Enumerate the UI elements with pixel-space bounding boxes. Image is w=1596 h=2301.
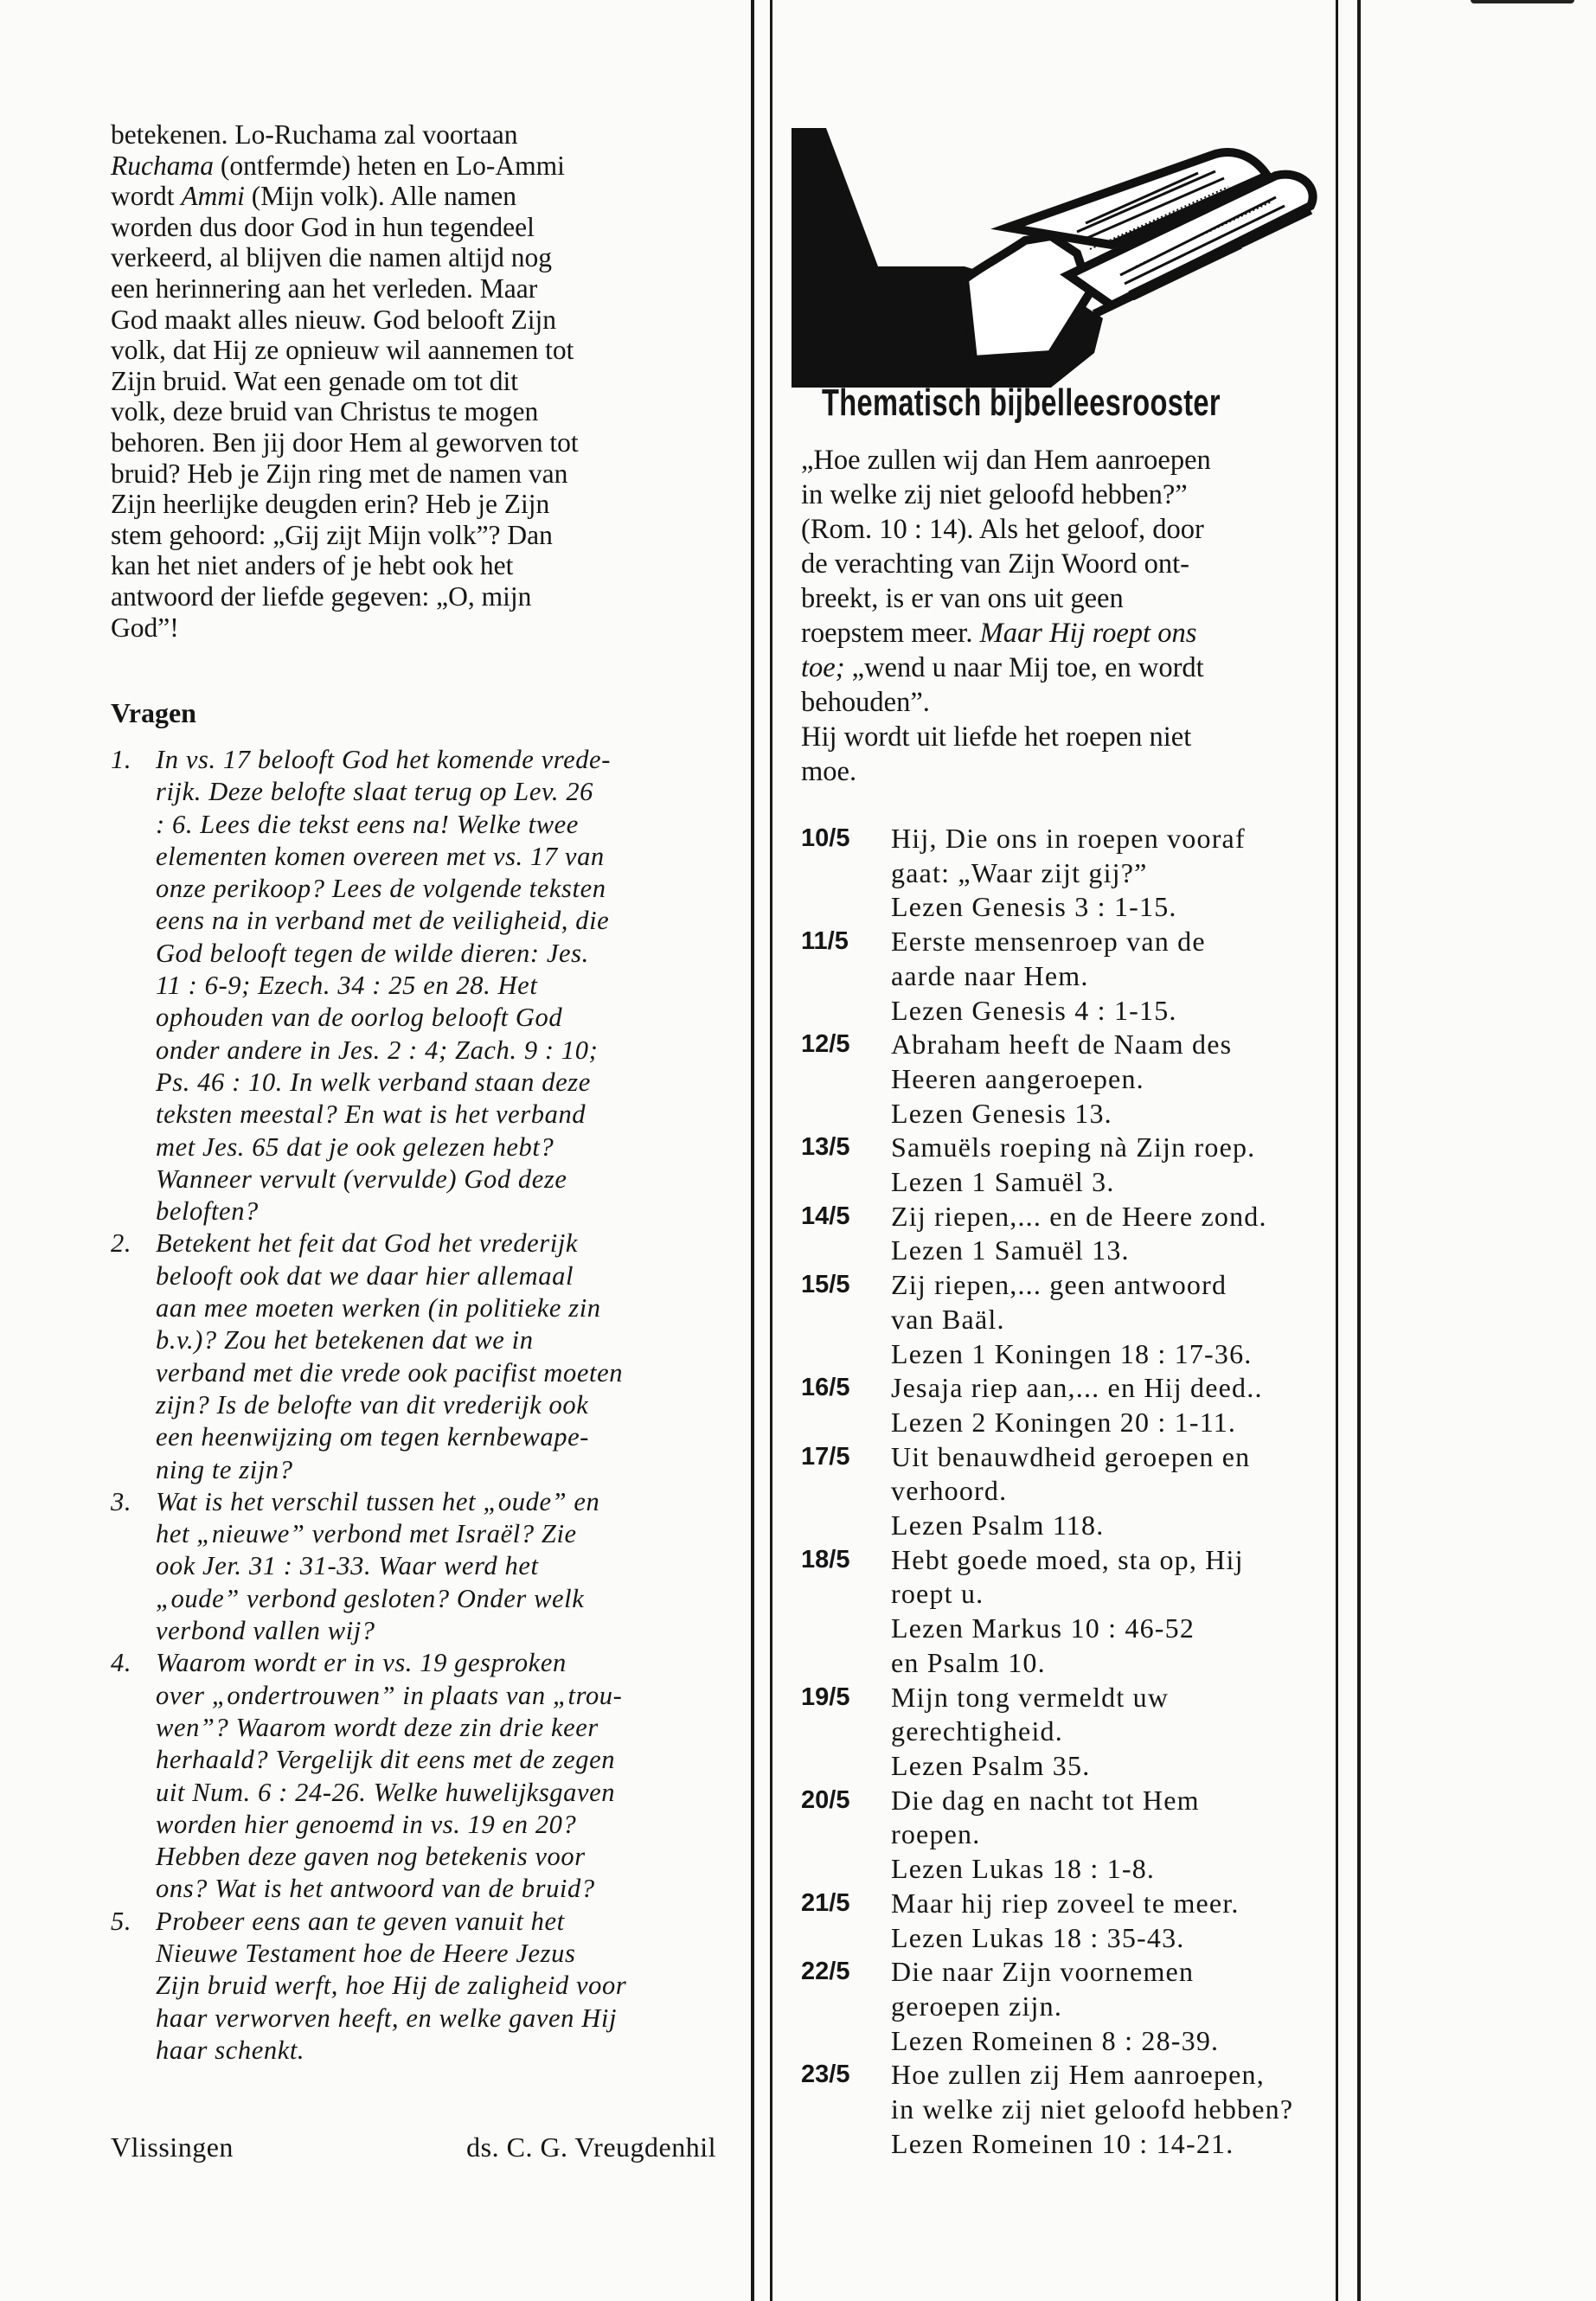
box-border-right-outer [1357,0,1361,2301]
question-line: wen”? Waarom wordt deze zin drie keer [156,1712,599,1742]
text-segment: in welke zij niet geloofd hebben?” [801,479,1188,510]
question-line: rijk. Deze belofte slaat terug op Lev. 26 [156,777,594,807]
schedule-line: Maar hij riep zoveel te meer. [891,1887,1240,1919]
question-line: worden hier genoemd in vs. 19 en 20? [156,1809,577,1839]
questions-heading: Vragen [111,697,196,728]
text-segment: behoren. Ben jij door Hem al geworven tot [111,426,579,458]
question-line: haar schenkt. [156,2035,305,2065]
text-segment: volk, deze bruid van Christus te mogen [111,396,539,427]
schedule-line: Lezen 2 Koningen 20 : 1-11. [891,1406,1237,1438]
schedule-line: Mijn tong vermeldt uw [891,1681,1170,1713]
schedule-line: van Baäl. [891,1303,1005,1335]
schedule-date: 23/5 [801,2061,850,2089]
question-line: ophouden van de oorlog belooft God [156,1003,563,1033]
question-line: Zijn bruid werft, hoe Hij de zaligheid voor [156,1971,627,2001]
question-line: verbond vallen wij? [156,1616,375,1646]
text-segment: „Hoe zullen wij dan Hem aanroepen [801,445,1211,476]
schedule-line: Hoe zullen zij Hem aanroepen, [891,2059,1265,2091]
schedule-entry [801,1268,1293,1371]
schedule-line: Hebt goede moed, sta op, Hij [891,1543,1244,1575]
text-line [111,581,579,612]
schedule-line: Lezen Genesis 13. [891,1097,1112,1129]
question-item [111,1647,626,1905]
schedule-date: 19/5 [801,1682,850,1711]
signature-place: Vlissingen [111,2131,234,2163]
hand-holding-bible-icon [792,128,1324,394]
text-line [111,242,579,273]
text-segment: antwoord der liefde gegeven: „O, mijn [111,580,532,612]
question-line: onder andere in Jes. 2 : 4; Zach. 9 : 10; [156,1035,599,1065]
question-line: uit Num. 6 : 24-26. Welke huwelijksgaven [156,1777,616,1807]
schedule-line: Die dag en nacht tot Hem [891,1784,1200,1816]
schedule-line: en Psalm 10. [891,1646,1046,1678]
text-line [801,616,1211,651]
schedule-entry [801,1784,1293,1887]
italic-text: toe; [801,652,845,683]
text-line [111,612,579,644]
question-line: : 6. Lees die tekst eens na! Welke twee [156,809,579,839]
schedule-date: 22/5 [801,1958,850,1986]
italic-text: Ruchama [111,150,214,181]
question-line: ons? Wat is het antwoord van de bruid? [156,1874,595,1904]
text-segment: „wend u naar Mij toe, en wordt [844,652,1204,683]
schedule-line: Lezen Psalm 35. [891,1749,1091,1781]
text-line [801,443,1211,478]
schedule-line: verhoord. [891,1475,1008,1507]
box-border-right-inner [1336,0,1338,2301]
question-line: Betekent het feit dat God het vrederijk [156,1228,579,1259]
schedule-line: gaat: „Waar zijt gij?” [891,856,1148,888]
schedule-line: geroepen zijn. [891,1990,1063,2022]
schedule-entry [801,1028,1293,1131]
question-item [111,1486,626,1647]
text-segment: kan het niet anders of je hebt ook het [111,550,514,581]
schedule-entry [801,1131,1293,1199]
schedule-entry [801,822,1293,925]
schedule-line: aarde naar Hem. [891,959,1089,991]
italic-text: Maar Hij roept ons [979,618,1197,649]
question-line: herhaald? Vergelijk dit eens met de zegen [156,1745,616,1775]
question-line: het „nieuwe” verbond met Israël? Zie [156,1519,577,1549]
text-segment: verkeerd, al blijven die namen altijd nog [111,242,552,273]
question-line: God belooft tegen de wilde dieren: Jes. [156,938,589,968]
question-line: verband met die vrede ook pacifist moeten [156,1357,624,1388]
schedule-line: Abraham heeft de Naam des [891,1029,1233,1061]
questions-list [111,744,626,2067]
text-segment: Hij wordt uit liefde het roepen niet [801,721,1192,753]
text-line [111,489,579,520]
schedule-date: 13/5 [801,1133,850,1162]
question-item [111,1906,626,2067]
schedule-date: 17/5 [801,1442,850,1471]
text-line [801,754,1211,789]
question-line: 11 : 6-9; Ezech. 34 : 25 en 28. Het [156,971,538,1001]
schedule-date: 15/5 [801,1271,850,1299]
schedule-line: Lezen Markus 10 : 46-52 [891,1612,1195,1644]
text-line [801,512,1211,547]
text-line [801,685,1211,720]
question-line: Wat is het verschil tussen het „oude” en [156,1486,600,1516]
schedule-entry [801,1200,1293,1268]
text-segment: (Rom. 10 : 14). Als het geloof, door [801,514,1204,545]
schedule-title: Thematisch bijbelleesrooster [822,381,1221,424]
text-line [111,273,579,304]
schedule-line: Eerste mensenroep van de [891,926,1206,958]
question-line: belooft ook dat we daar hier allemaal [156,1260,574,1291]
schedule-entry [801,1440,1293,1543]
text-segment: bruid? Heb je Zijn ring met de namen van [111,458,568,489]
schedule-line: Lezen 1 Samuël 3. [891,1166,1115,1198]
question-line: Wanneer vervult (vervulde) God deze [156,1163,567,1194]
text-line [111,335,579,366]
text-segment: Zijn heerlijke deugden erin? Heb je Zijn [111,489,550,520]
text-segment: volk, dat Hij ze opnieuw wil aannemen tot [111,335,574,366]
schedule-line: Lezen Psalm 118. [891,1509,1105,1541]
text-line [111,520,579,551]
text-line [111,119,579,151]
text-line [801,478,1211,512]
schedule-date: 10/5 [801,824,850,852]
question-line: onze perikoop? Lees de volgende teksten [156,874,606,904]
question-line: Nieuwe Testament hoe de Heere Jezus [156,1938,576,1968]
question-line: zijn? Is de belofte van dit vrederijk ook [156,1389,589,1420]
schedule-date: 18/5 [801,1545,850,1574]
schedule-line: roepen. [891,1818,981,1850]
text-segment: roepstem meer. [801,618,980,649]
text-line [111,181,579,212]
question-line: met Jes. 65 dat je ook gelezen hebt? [156,1131,554,1162]
question-line: Ps. 46 : 10. In welk verband staan deze [156,1067,591,1097]
question-line: over „ondertrouwen” in plaats van „trou- [156,1680,623,1710]
article-paragraph [111,119,579,643]
text-line [111,366,579,397]
schedule-line: Lezen Lukas 18 : 35-43. [891,1921,1185,1953]
reading-schedule [801,822,1293,2161]
question-line: eens na in verband met de veiligheid, die [156,906,610,936]
text-segment: de verachting van Zijn Woord ont- [801,548,1189,580]
question-line: b.v.)? Zou het betekenen dat we in [156,1325,534,1356]
text-segment: een herinnering aan het verleden. Maar [111,272,538,304]
question-line: beloften? [156,1196,259,1227]
schedule-date: 14/5 [801,1202,850,1230]
text-line [111,458,579,490]
schedule-entry [801,1887,1293,1955]
schedule-date: 20/5 [801,1785,850,1814]
italic-text: Ammi [181,181,245,212]
question-line: ook Jer. 31 : 31-33. Waar werd het [156,1551,539,1581]
text-line [111,427,579,458]
text-segment: God maakt alles nieuw. God belooft Zijn [111,304,556,335]
question-line: In vs. 17 belooft God het komende vrede- [156,745,611,774]
schedule-intro [801,443,1211,789]
text-line [111,304,579,336]
schedule-line: roept u. [891,1578,984,1610]
schedule-line: Lezen Genesis 4 : 1-15. [891,994,1177,1026]
schedule-date: 21/5 [801,1888,850,1917]
schedule-entry [801,1955,1293,2058]
schedule-entry [801,2058,1293,2161]
question-line: aan mee moeten werken (in politieke zin [156,1293,601,1324]
schedule-entry [801,1543,1293,1681]
page-edge-mark [1471,0,1574,3]
text-line [801,651,1211,685]
question-line: een heenwijzing om tegen kernbewape- [156,1422,589,1452]
schedule-line: Jesaja riep aan,... en Hij deed.. [891,1372,1263,1404]
question-number: 5. [111,1906,132,1936]
text-segment: Zijn bruid. Wat een genade om tot dit [111,365,519,396]
text-line [111,396,579,427]
text-line [801,720,1211,754]
text-line [801,547,1211,581]
text-segment: (ontfermde) heten en Lo-Ammi [213,150,565,181]
question-line: „oude” verbond gesloten? Onder welk [156,1583,585,1613]
text-segment: God”! [111,612,179,643]
schedule-line: Die naar Zijn voornemen [891,1956,1195,1988]
text-segment: wordt [111,181,182,212]
signature [111,2130,716,2164]
schedule-line: gerechtigheid. [891,1715,1063,1747]
schedule-line: Lezen Lukas 18 : 1-8. [891,1853,1156,1885]
schedule-line: in welke zij niet geloofd hebben? [891,2093,1294,2125]
schedule-line: Zij riepen,... en de Heere zond. [891,1200,1267,1232]
box-border-left-inner [770,0,772,2301]
text-line [801,581,1211,616]
schedule-line: Uit benauwdheid geroepen en [891,1440,1251,1472]
text-segment: breekt, is er van ons uit geen [801,583,1124,614]
question-item [111,1227,626,1485]
text-line [111,151,579,182]
schedule-date: 11/5 [801,927,849,956]
text-line [111,212,579,243]
schedule-entry [801,925,1293,1028]
question-item [111,744,626,1227]
schedule-line: Lezen Romeinen 10 : 14-21. [891,2127,1234,2159]
schedule-line: Lezen Genesis 3 : 1-15. [891,891,1177,923]
question-number: 1. [111,745,132,774]
text-segment: worden dus door God in hun tegendeel [111,211,535,242]
question-number: 2. [111,1228,132,1259]
question-line: Hebben deze gaven nog betekenis voor [156,1842,586,1872]
schedule-date: 12/5 [801,1030,850,1059]
question-line: elementen komen overeen met vs. 17 van [156,841,605,871]
schedule-line: Samuëls roeping nà Zijn roep. [891,1131,1256,1163]
schedule-line: Heeren aangeroepen. [891,1062,1144,1094]
schedule-line: Lezen 1 Koningen 18 : 17-36. [891,1337,1253,1369]
schedule-entry [801,1371,1293,1439]
text-segment: (Mijn volk). Alle namen [244,181,516,212]
text-line [111,550,579,581]
schedule-line: Lezen 1 Samuël 13. [891,1234,1130,1266]
schedule-line: Lezen Romeinen 8 : 28-39. [891,2024,1220,2056]
schedule-line: Zij riepen,... geen antwoord [891,1269,1227,1301]
question-line: ning te zijn? [156,1454,293,1484]
schedule-entry [801,1681,1293,1784]
question-line: haar verworven heeft, en welke gaven Hij [156,2003,618,2033]
box-border-left-outer [751,0,754,2301]
question-number: 4. [111,1648,132,1678]
schedule-date: 16/5 [801,1374,850,1402]
question-line: teksten meestal? En wat is het verband [156,1099,586,1130]
question-number: 3. [111,1486,132,1516]
question-line: Waarom wordt er in vs. 19 gesproken [156,1648,567,1678]
signature-author: ds. C. G. Vreugdenhil [466,2131,716,2163]
text-segment: betekenen. Lo-Ruchama zal voortaan [111,119,518,150]
schedule-line: Hij, Die ons in roepen vooraf [891,823,1246,854]
text-segment: moe. [801,756,857,787]
text-segment: behouden”. [801,687,930,718]
question-line: Probeer eens aan te geven vanuit het [156,1906,565,1936]
text-segment: stem gehoord: „Gij zijt Mijn volk”? Dan [111,519,553,550]
